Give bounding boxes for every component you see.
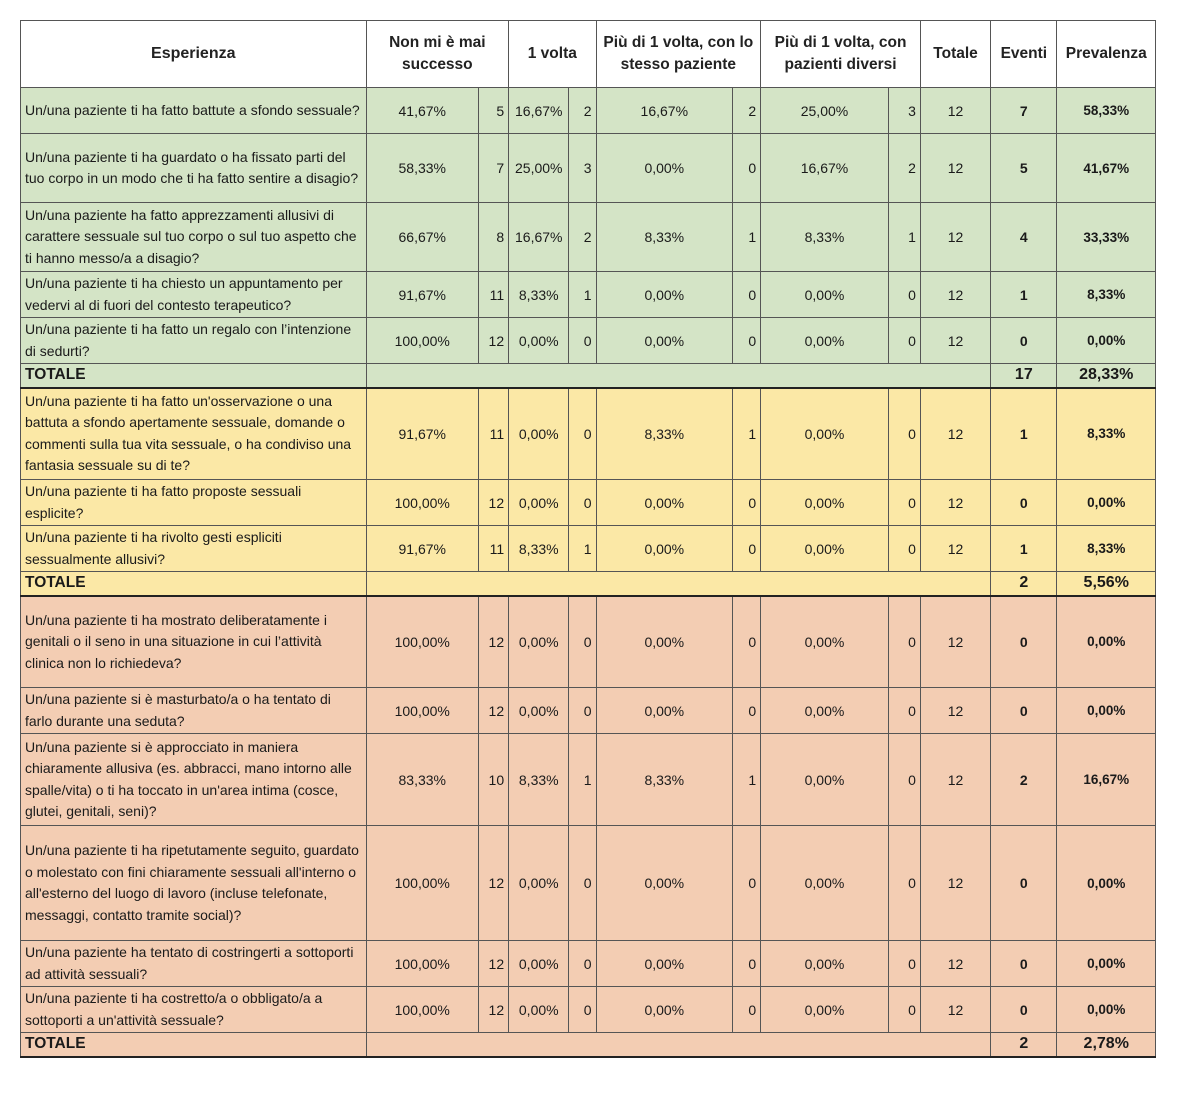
stesso-pct-cell: 0,00% xyxy=(596,318,733,364)
stesso-pct-cell: 0,00% xyxy=(596,596,733,688)
diversi-pct-cell: 0,00% xyxy=(761,987,889,1033)
col-header-prevalenza: Prevalenza xyxy=(1057,21,1156,88)
col-header-totale: Totale xyxy=(920,21,990,88)
una-volta-pct-cell: 8,33% xyxy=(509,272,569,318)
table-row xyxy=(21,941,1156,987)
stesso-pct-cell: 0,00% xyxy=(596,480,733,526)
una-volta-pct-cell: 0,00% xyxy=(509,826,569,941)
total-label: TOTALE xyxy=(21,364,367,388)
mai-count-cell: 10 xyxy=(479,734,509,826)
mai-count-cell: 12 xyxy=(479,688,509,734)
stesso-count-cell: 0 xyxy=(733,318,761,364)
header-row xyxy=(21,21,1156,88)
table-row xyxy=(21,688,1156,734)
eventi-cell: 0 xyxy=(991,318,1057,364)
totale-cell: 12 xyxy=(920,318,990,364)
diversi-pct-cell: 0,00% xyxy=(761,272,889,318)
eventi-cell: 0 xyxy=(991,480,1057,526)
question-cell: Un/una paziente ti ha ripetutamente seguito, guardato o molestato con fini chiaramente sessuali all'interno o all'esterno del luogo di lavoro (incluse telefonate, messaggi, contatto tramite social)? xyxy=(21,826,367,941)
mai-count-cell: 12 xyxy=(479,941,509,987)
una-volta-count-cell: 3 xyxy=(569,134,596,203)
table-row xyxy=(21,526,1156,572)
stesso-pct-cell: 8,33% xyxy=(596,734,733,826)
una-volta-count-cell: 1 xyxy=(569,526,596,572)
diversi-count-cell: 0 xyxy=(888,941,920,987)
una-volta-pct-cell: 0,00% xyxy=(509,388,569,480)
total-row xyxy=(21,364,1156,388)
totale-cell: 12 xyxy=(920,480,990,526)
stesso-pct-cell: 0,00% xyxy=(596,688,733,734)
diversi-count-cell: 0 xyxy=(888,318,920,364)
total-prevalenza: 28,33% xyxy=(1057,364,1156,388)
mai-pct-cell: 91,67% xyxy=(366,272,478,318)
prevalenza-cell: 8,33% xyxy=(1057,272,1156,318)
una-volta-pct-cell: 0,00% xyxy=(509,688,569,734)
prevalenza-cell: 41,67% xyxy=(1057,134,1156,203)
table-row xyxy=(21,318,1156,364)
diversi-pct-cell: 0,00% xyxy=(761,596,889,688)
table-row xyxy=(21,480,1156,526)
una-volta-pct-cell: 0,00% xyxy=(509,596,569,688)
stesso-pct-cell: 0,00% xyxy=(596,987,733,1033)
una-volta-count-cell: 0 xyxy=(569,596,596,688)
una-volta-count-cell: 0 xyxy=(569,987,596,1033)
totale-cell: 12 xyxy=(920,941,990,987)
prevalenza-cell: 58,33% xyxy=(1057,88,1156,134)
diversi-pct-cell: 0,00% xyxy=(761,480,889,526)
table-row xyxy=(21,826,1156,941)
totale-cell: 12 xyxy=(920,526,990,572)
diversi-count-cell: 0 xyxy=(888,596,920,688)
prevalenza-cell: 16,67% xyxy=(1057,734,1156,826)
prevalenza-cell: 0,00% xyxy=(1057,941,1156,987)
diversi-pct-cell: 8,33% xyxy=(761,203,889,272)
mai-count-cell: 11 xyxy=(479,272,509,318)
total-prevalenza: 2,78% xyxy=(1057,1033,1156,1057)
question-cell: Un/una paziente si è approcciato in maniera chiaramente allusiva (es. abbracci, mano intorno alle spalle/vita) o ti ha toccato in un'area intima (cosce, glutei, genitali, seni)? xyxy=(21,734,367,826)
totale-cell: 12 xyxy=(920,272,990,318)
diversi-count-cell: 0 xyxy=(888,987,920,1033)
una-volta-pct-cell: 0,00% xyxy=(509,987,569,1033)
totale-cell: 12 xyxy=(920,987,990,1033)
mai-count-cell: 11 xyxy=(479,388,509,480)
mai-pct-cell: 100,00% xyxy=(366,987,478,1033)
prevalenza-cell: 0,00% xyxy=(1057,688,1156,734)
una-volta-pct-cell: 16,67% xyxy=(509,203,569,272)
mai-count-cell: 7 xyxy=(479,134,509,203)
diversi-count-cell: 3 xyxy=(888,88,920,134)
una-volta-pct-cell: 25,00% xyxy=(509,134,569,203)
question-cell: Un/una paziente ti ha costretto/a o obbligato/a a sottoporti a un'attività sessuale? xyxy=(21,987,367,1033)
prevalenza-cell: 0,00% xyxy=(1057,826,1156,941)
col-header-esperienza: Esperienza xyxy=(21,21,367,88)
stesso-count-cell: 1 xyxy=(733,388,761,480)
total-label: TOTALE xyxy=(21,572,367,596)
diversi-pct-cell: 25,00% xyxy=(761,88,889,134)
una-volta-count-cell: 1 xyxy=(569,734,596,826)
total-prevalenza: 5,56% xyxy=(1057,572,1156,596)
stesso-count-cell: 1 xyxy=(733,203,761,272)
stesso-pct-cell: 0,00% xyxy=(596,941,733,987)
stesso-count-cell: 0 xyxy=(733,526,761,572)
totale-cell: 12 xyxy=(920,826,990,941)
question-cell: Un/una paziente ti ha fatto un regalo con l’intenzione di sedurti? xyxy=(21,318,367,364)
prevalenza-cell: 33,33% xyxy=(1057,203,1156,272)
question-cell: Un/una paziente ha fatto apprezzamenti allusivi di carattere sessuale sul tuo corpo o sul tuo aspetto che ti hanno messo/a a disagio? xyxy=(21,203,367,272)
prevalenza-cell: 0,00% xyxy=(1057,987,1156,1033)
question-cell: Un/una paziente ti ha rivolto gesti espliciti sessualmente allusivi? xyxy=(21,526,367,572)
totale-cell: 12 xyxy=(920,388,990,480)
stesso-count-cell: 0 xyxy=(733,272,761,318)
stesso-pct-cell: 0,00% xyxy=(596,272,733,318)
eventi-cell: 0 xyxy=(991,987,1057,1033)
total-label: TOTALE xyxy=(21,1033,367,1057)
mai-pct-cell: 91,67% xyxy=(366,388,478,480)
eventi-cell: 0 xyxy=(991,826,1057,941)
mai-count-cell: 12 xyxy=(479,318,509,364)
diversi-count-cell: 0 xyxy=(888,388,920,480)
una-volta-count-cell: 0 xyxy=(569,480,596,526)
diversi-count-cell: 0 xyxy=(888,526,920,572)
una-volta-count-cell: 0 xyxy=(569,688,596,734)
total-eventi: 17 xyxy=(991,364,1057,388)
stesso-pct-cell: 0,00% xyxy=(596,134,733,203)
eventi-cell: 4 xyxy=(991,203,1057,272)
stesso-count-cell: 0 xyxy=(733,987,761,1033)
diversi-pct-cell: 16,67% xyxy=(761,134,889,203)
diversi-count-cell: 2 xyxy=(888,134,920,203)
mai-count-cell: 12 xyxy=(479,480,509,526)
col-header-mai: Non mi è mai successo xyxy=(366,21,509,88)
mai-pct-cell: 100,00% xyxy=(366,826,478,941)
totale-cell: 12 xyxy=(920,596,990,688)
una-volta-pct-cell: 0,00% xyxy=(509,318,569,364)
eventi-cell: 7 xyxy=(991,88,1057,134)
eventi-cell: 0 xyxy=(991,688,1057,734)
question-cell: Un/una paziente ti ha fatto un'osservazione o una battuta a sfondo apertamente sessuale, domande o commenti sulla tua vita sessuale, o ha condiviso una fantasia sessuale su di te? xyxy=(21,388,367,480)
question-cell: Un/una paziente ti ha chiesto un appuntamento per vedervi al di fuori del contesto terapeutico? xyxy=(21,272,367,318)
diversi-count-cell: 0 xyxy=(888,272,920,318)
total-row xyxy=(21,1033,1156,1057)
totale-cell: 12 xyxy=(920,134,990,203)
prevalenza-cell: 8,33% xyxy=(1057,526,1156,572)
stesso-count-cell: 0 xyxy=(733,134,761,203)
una-volta-pct-cell: 0,00% xyxy=(509,941,569,987)
una-volta-count-cell: 1 xyxy=(569,272,596,318)
question-cell: Un/una paziente ti ha guardato o ha fissato parti del tuo corpo in un modo che ti ha fatto sentire a disagio? xyxy=(21,134,367,203)
diversi-pct-cell: 0,00% xyxy=(761,318,889,364)
mai-pct-cell: 100,00% xyxy=(366,688,478,734)
table-row xyxy=(21,88,1156,134)
question-cell: Un/una paziente ti ha fatto proposte sessuali esplicite? xyxy=(21,480,367,526)
eventi-cell: 1 xyxy=(991,272,1057,318)
prevalenza-cell: 8,33% xyxy=(1057,388,1156,480)
eventi-cell: 5 xyxy=(991,134,1057,203)
diversi-pct-cell: 0,00% xyxy=(761,826,889,941)
stesso-pct-cell: 0,00% xyxy=(596,826,733,941)
mai-count-cell: 11 xyxy=(479,526,509,572)
total-spacer xyxy=(366,364,991,388)
una-volta-count-cell: 0 xyxy=(569,388,596,480)
mai-pct-cell: 100,00% xyxy=(366,596,478,688)
eventi-cell: 2 xyxy=(991,734,1057,826)
una-volta-pct-cell: 16,67% xyxy=(509,88,569,134)
question-cell: Un/una paziente ha tentato di costringerti a sottoporti ad attività sessuali? xyxy=(21,941,367,987)
question-cell: Un/una paziente ti ha fatto battute a sfondo sessuale? xyxy=(21,88,367,134)
total-spacer xyxy=(366,1033,991,1057)
totale-cell: 12 xyxy=(920,203,990,272)
prevalenza-cell: 0,00% xyxy=(1057,318,1156,364)
totale-cell: 12 xyxy=(920,88,990,134)
diversi-pct-cell: 0,00% xyxy=(761,941,889,987)
prevalence-table xyxy=(20,20,1156,1058)
stesso-pct-cell: 16,67% xyxy=(596,88,733,134)
total-spacer xyxy=(366,572,991,596)
mai-pct-cell: 66,67% xyxy=(366,203,478,272)
table-row xyxy=(21,134,1156,203)
diversi-pct-cell: 0,00% xyxy=(761,734,889,826)
stesso-pct-cell: 0,00% xyxy=(596,526,733,572)
mai-count-cell: 5 xyxy=(479,88,509,134)
mai-pct-cell: 100,00% xyxy=(366,318,478,364)
stesso-pct-cell: 8,33% xyxy=(596,203,733,272)
eventi-cell: 0 xyxy=(991,596,1057,688)
una-volta-count-cell: 0 xyxy=(569,318,596,364)
una-volta-pct-cell: 8,33% xyxy=(509,526,569,572)
stesso-count-cell: 0 xyxy=(733,596,761,688)
diversi-count-cell: 1 xyxy=(888,203,920,272)
stesso-count-cell: 1 xyxy=(733,734,761,826)
diversi-count-cell: 0 xyxy=(888,734,920,826)
mai-pct-cell: 91,67% xyxy=(366,526,478,572)
table-row xyxy=(21,272,1156,318)
table-row xyxy=(21,734,1156,826)
mai-pct-cell: 100,00% xyxy=(366,480,478,526)
prevalenza-cell: 0,00% xyxy=(1057,480,1156,526)
una-volta-count-cell: 0 xyxy=(569,941,596,987)
totale-cell: 12 xyxy=(920,734,990,826)
diversi-pct-cell: 0,00% xyxy=(761,388,889,480)
diversi-count-cell: 0 xyxy=(888,480,920,526)
total-eventi: 2 xyxy=(991,1033,1057,1057)
diversi-pct-cell: 0,00% xyxy=(761,526,889,572)
eventi-cell: 1 xyxy=(991,388,1057,480)
mai-count-cell: 12 xyxy=(479,826,509,941)
mai-count-cell: 8 xyxy=(479,203,509,272)
stesso-count-cell: 0 xyxy=(733,688,761,734)
table-row xyxy=(21,203,1156,272)
eventi-cell: 1 xyxy=(991,526,1057,572)
una-volta-pct-cell: 8,33% xyxy=(509,734,569,826)
mai-count-cell: 12 xyxy=(479,987,509,1033)
table-row xyxy=(21,388,1156,480)
mai-pct-cell: 83,33% xyxy=(366,734,478,826)
col-header-eventi: Eventi xyxy=(991,21,1057,88)
mai-pct-cell: 100,00% xyxy=(366,941,478,987)
diversi-count-cell: 0 xyxy=(888,826,920,941)
diversi-pct-cell: 0,00% xyxy=(761,688,889,734)
col-header-pazienti-diversi: Più di 1 volta, con pazienti diversi xyxy=(761,21,921,88)
diversi-count-cell: 0 xyxy=(888,688,920,734)
total-row xyxy=(21,572,1156,596)
stesso-count-cell: 2 xyxy=(733,88,761,134)
stesso-count-cell: 0 xyxy=(733,480,761,526)
total-eventi: 2 xyxy=(991,572,1057,596)
stesso-count-cell: 0 xyxy=(733,826,761,941)
col-header-una-volta: 1 volta xyxy=(509,21,596,88)
una-volta-count-cell: 2 xyxy=(569,203,596,272)
table-row xyxy=(21,987,1156,1033)
table-row xyxy=(21,596,1156,688)
prevalenza-cell: 0,00% xyxy=(1057,596,1156,688)
una-volta-count-cell: 0 xyxy=(569,826,596,941)
stesso-count-cell: 0 xyxy=(733,941,761,987)
totale-cell: 12 xyxy=(920,688,990,734)
mai-pct-cell: 58,33% xyxy=(366,134,478,203)
mai-count-cell: 12 xyxy=(479,596,509,688)
col-header-stesso-paziente: Più di 1 volta, con lo stesso paziente xyxy=(596,21,761,88)
eventi-cell: 0 xyxy=(991,941,1057,987)
una-volta-pct-cell: 0,00% xyxy=(509,480,569,526)
stesso-pct-cell: 8,33% xyxy=(596,388,733,480)
question-cell: Un/una paziente si è masturbato/a o ha tentato di farlo durante una seduta? xyxy=(21,688,367,734)
question-cell: Un/una paziente ti ha mostrato deliberatamente i genitali o il seno in una situazione in cui l’attività clinica non lo richiedeva? xyxy=(21,596,367,688)
mai-pct-cell: 41,67% xyxy=(366,88,478,134)
una-volta-count-cell: 2 xyxy=(569,88,596,134)
